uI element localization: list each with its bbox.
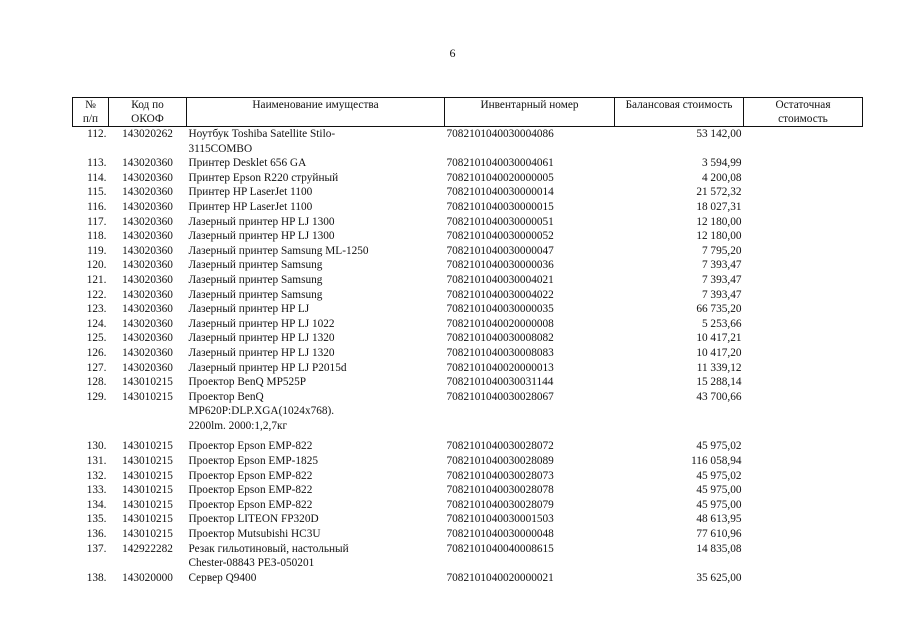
row-okof-code: 143020360 [122,215,173,228]
row-inventory-number: 7082101040030001503 [446,513,554,526]
row-balance-value: 45 975,02 [696,469,742,482]
row-inventory-number: 7082101040030028072 [446,440,554,453]
table-row [73,156,863,171]
asset-name-line: Лазерный принтер Samsung [188,288,323,301]
asset-name-line: Лазерный принтер HP LJ 1300 [188,215,335,228]
row-inventory-number: 7082101040030028078 [446,484,554,497]
row-number: 116. [87,200,107,213]
row-balance-value: 12 180,00 [696,215,742,228]
row-okof-code: 143020360 [122,303,173,316]
row-inventory-number: 7082101040030000051 [446,215,554,228]
row-balance-value: 7 795,20 [701,244,742,257]
row-residual-value [744,302,863,317]
header-code-line2: ОКОФ [131,113,164,125]
row-number: 133. [86,484,107,497]
row-okof-code: 143020360 [122,346,173,359]
row-asset-name [187,273,445,288]
row-balance-value: 10 417,20 [696,346,742,359]
row-asset-name [187,229,445,244]
row-balance-value: 10 417,21 [696,332,742,345]
row-residual-value [744,215,863,230]
row-inventory-number: 7082101040030000015 [446,200,554,213]
row-balance-value: 7 393,47 [701,288,742,301]
row-asset-name [187,361,445,376]
table-row [73,571,863,586]
table-row [73,215,863,230]
row-okof-code: 143020360 [122,157,173,170]
row-number: 113. [87,157,107,170]
row-okof-code: 143010215 [122,498,173,511]
row-balance-value: 18 027,31 [696,200,742,213]
asset-name-line: Chester-08843 РЕЗ-050201 [188,557,315,570]
asset-name-line: Проектор LITEON FP320D [188,513,319,526]
row-balance-value: 45 975,00 [696,484,742,497]
row-inventory-number: 7082101040020000021 [446,571,554,584]
row-inventory-number: 7082101040030028073 [446,469,554,482]
asset-name-line: Резак гильотиновый, настольный [188,542,349,555]
row-inventory-number: 7082101040030004086 [446,128,554,140]
row-number: 136. [86,528,107,541]
asset-name-line: Проектор Epson EMP-1825 [188,455,319,468]
table-row [73,171,863,186]
row-residual-value [744,454,863,469]
row-residual-value [744,390,863,434]
page-number: 6 [449,46,456,60]
row-okof-code: 143020360 [122,244,173,257]
asset-name-line: Проектор Mutsubishi HC3U [188,528,321,541]
row-okof-code: 143020360 [122,361,173,374]
row-balance-value: 21 572,32 [696,186,742,199]
row-balance-value: 14 835,08 [696,542,742,555]
row-number: 132. [86,469,107,482]
row-asset-name [187,331,445,346]
row-okof-code: 143020000 [122,571,173,584]
row-okof-code: 142922282 [122,542,173,555]
row-okof-code: 143020360 [122,230,173,243]
row-okof-code: 143010215 [122,484,173,497]
row-okof-code: 143020360 [122,171,173,184]
row-okof-code: 143010215 [122,376,173,389]
row-inventory-number: 7082101040030004061 [446,157,554,170]
table-row [73,361,863,376]
table-row [73,331,863,346]
row-asset-name [187,185,445,200]
table-header [73,98,863,127]
row-number: 138. [86,571,107,584]
row-number: 131. [86,455,107,468]
table-row [73,483,863,498]
row-balance-value: 4 200,08 [701,171,742,184]
table-row [73,375,863,390]
asset-name-line: Лазерный принтер Samsung [188,273,323,286]
row-asset-name [187,527,445,542]
row-inventory-number: 7082101040030000014 [446,186,554,199]
row-okof-code: 143020360 [122,273,173,286]
row-number: 134. [86,498,107,511]
row-okof-code: 143020360 [122,200,173,213]
asset-name-line: Проектор Epson EMP-822 [188,484,313,497]
row-residual-value [744,127,863,157]
row-okof-code: 143010215 [122,469,173,482]
row-residual-value [744,331,863,346]
row-residual-value [744,171,863,186]
row-residual-value [744,244,863,259]
row-asset-name [187,171,445,186]
row-asset-name [187,244,445,259]
header-num-line1: № [85,99,96,111]
asset-name-line: Проектор Epson EMP-822 [188,440,313,453]
table-row [73,185,863,200]
row-inventory-number: 7082101040030000052 [446,230,554,243]
row-residual-value [744,258,863,273]
row-residual-value [744,229,863,244]
row-asset-name [187,288,445,303]
asset-name-line: Лазерный принтер HP LJ 1022 [188,317,335,330]
row-number: 118. [87,230,107,243]
row-number: 128. [86,376,107,389]
table-body [73,127,863,586]
row-inventory-number: 7082101040030031144 [446,376,554,389]
row-residual-value [744,185,863,200]
row-balance-value: 7 393,47 [701,259,742,272]
table-row [73,258,863,273]
asset-name-line: Лазерный принтер Samsung ML-1250 [188,244,369,257]
table-row [73,542,863,571]
row-asset-name [187,200,445,215]
asset-name-line: Проектор BenQ MP525P [188,376,307,389]
row-number: 130. [86,440,107,453]
table-row [73,454,863,469]
row-okof-code: 143010215 [122,528,173,541]
row-okof-code: 143010215 [122,455,173,468]
row-inventory-number: 7082101040030008083 [446,346,554,359]
row-asset-name [187,346,445,361]
row-inventory-number: 7082101040030000035 [446,303,554,316]
header-name: Наименование имущества [187,98,445,127]
row-asset-name [187,215,445,230]
header-code [109,98,187,127]
row-number: 125. [86,332,107,345]
row-inventory-number: 7082101040030008082 [446,332,554,345]
row-asset-name [187,375,445,390]
row-residual-value [744,512,863,527]
row-asset-name [187,483,445,498]
row-okof-code: 143020360 [122,259,173,272]
table-row [73,200,863,215]
row-inventory-number: 7082101040020000008 [446,317,554,330]
row-inventory-number: 7082101040030028089 [446,455,554,468]
row-number: 135. [86,513,107,526]
row-asset-name [187,498,445,513]
table-row [73,229,863,244]
asset-name-line: Лазерный принтер Samsung [188,259,323,272]
row-balance-value: 45 975,02 [696,440,742,453]
row-number: 122. [86,288,107,301]
row-number: 117. [87,215,107,228]
row-asset-name [187,571,445,586]
asset-name-line: Лазерный принтер HP LJ [188,303,310,316]
asset-name-line: Проектор Epson EMP-822 [188,469,313,482]
row-inventory-number: 7082101040040008615 [446,542,554,555]
row-inventory-number: 7082101040030000036 [446,259,554,272]
row-inventory-number: 7082101040020000005 [446,171,554,184]
row-number: 129. [86,390,107,403]
header-code-line1: Код по [131,99,164,111]
asset-name-line: Лазерный принтер HP LJ P2015d [188,361,347,374]
table-row [73,127,863,157]
row-balance-value: 3 594,99 [701,157,742,170]
row-balance-value: 48 613,95 [696,513,742,526]
row-balance-value: 66 735,20 [696,303,742,316]
asset-name-line: Проектор BenQ [188,390,264,403]
row-balance-value: 45 975,00 [696,498,742,511]
asset-name-line: Принтер Epson R220 струйный [188,171,339,184]
table-row [73,439,863,454]
row-residual-value [744,317,863,332]
row-inventory-number: 7082101040030000048 [446,528,554,541]
row-okof-code: 143020262 [122,128,173,140]
row-asset-name [187,454,445,469]
header-residual-line1: Остаточная [775,99,831,111]
row-residual-value [744,527,863,542]
row-number: 114. [87,171,107,184]
table-row [73,244,863,259]
row-residual-value [744,469,863,484]
row-okof-code: 143010215 [122,440,173,453]
table-row [73,512,863,527]
row-asset-name [187,439,445,454]
row-okof-code: 143020360 [122,186,173,199]
row-balance-value: 53 142,00 [696,128,742,140]
header-residual [744,98,863,127]
row-number: 120. [86,259,107,272]
row-okof-code: 143020360 [122,317,173,330]
row-asset-name [187,156,445,171]
row-number: 126. [86,346,107,359]
row-asset-name [187,542,445,571]
row-balance-value: 5 253,66 [701,317,742,330]
row-residual-value [744,542,863,571]
row-okof-code: 143020360 [122,332,173,345]
table-row [73,469,863,484]
row-asset-name [187,390,445,434]
asset-name-line: 2200lm. 2000:1,2,7кг [188,419,288,432]
row-residual-value [744,200,863,215]
row-asset-name [187,258,445,273]
table-row [73,390,863,434]
row-residual-value [744,483,863,498]
header-num [73,98,109,127]
row-residual-value [744,498,863,513]
row-asset-name [187,469,445,484]
row-residual-value [744,156,863,171]
asset-name-line: 3115COMBO [188,142,253,155]
asset-name-line: Принтер HP LaserJet 1100 [188,186,313,199]
row-okof-code: 143010215 [122,513,173,526]
asset-name-line: Лазерный принтер HP LJ 1320 [188,332,335,345]
table-row [73,498,863,513]
row-balance-value: 11 339,12 [696,361,742,374]
row-balance-value: 116 058,94 [691,455,742,468]
row-balance-value: 15 288,14 [696,376,742,389]
table-row [73,317,863,332]
table-row [73,302,863,317]
row-residual-value [744,273,863,288]
header-inventory: Инвентарный номер [445,98,615,127]
row-inventory-number: 7082101040020000013 [446,361,554,374]
row-asset-name [187,302,445,317]
asset-name-line: Принтер Desklet 656 GA [188,157,307,170]
row-inventory-number: 7082101040030028079 [446,498,554,511]
row-residual-value [744,361,863,376]
table-row [73,346,863,361]
row-number: 115. [87,186,107,199]
row-balance-value: 7 393,47 [701,273,742,286]
header-num-line2: п/п [82,113,99,125]
asset-name-line: Сервер Q9400 [188,571,257,584]
row-asset-name [187,512,445,527]
row-okof-code: 143010215 [122,390,173,403]
row-residual-value [744,571,863,586]
row-balance-value: 77 610,96 [696,528,742,541]
inventory-table [72,97,863,585]
row-number: 127. [86,361,107,374]
row-residual-value [744,288,863,303]
row-number: 112. [87,128,107,140]
row-residual-value [744,439,863,454]
row-okof-code: 143020360 [122,288,173,301]
header-residual-line2: стоимость [778,113,828,125]
row-inventory-number: 7082101040030028067 [446,390,554,403]
asset-name-line: Проектор Epson EMP-822 [188,498,313,511]
header-balance: Балансовая стоимость [615,98,744,127]
asset-name-line: Принтер HP LaserJet 1100 [188,200,313,213]
row-asset-name [187,127,445,157]
row-inventory-number: 7082101040030000047 [446,244,554,257]
row-number: 137. [86,542,107,555]
asset-name-line: Лазерный принтер HP LJ 1300 [188,230,335,243]
row-inventory-number: 7082101040030004021 [446,273,554,286]
row-number: 119. [87,244,107,257]
row-number: 121. [86,273,107,286]
row-number: 123. [86,303,107,316]
asset-name-line: Ноутбук Toshiba Satellite Stilo- [188,128,336,140]
row-asset-name [187,317,445,332]
table-row [73,288,863,303]
row-inventory-number: 7082101040030004022 [446,288,554,301]
asset-name-line: Лазерный принтер HP LJ 1320 [188,346,335,359]
asset-name-line: MP620P:DLP.XGA(1024x768). [188,405,335,418]
row-balance-value: 43 700,66 [696,390,742,403]
row-number: 124. [86,317,107,330]
row-residual-value [744,346,863,361]
row-balance-value: 12 180,00 [696,230,742,243]
table-row [73,527,863,542]
row-residual-value [744,375,863,390]
table-row [73,273,863,288]
row-balance-value: 35 625,00 [696,571,742,584]
